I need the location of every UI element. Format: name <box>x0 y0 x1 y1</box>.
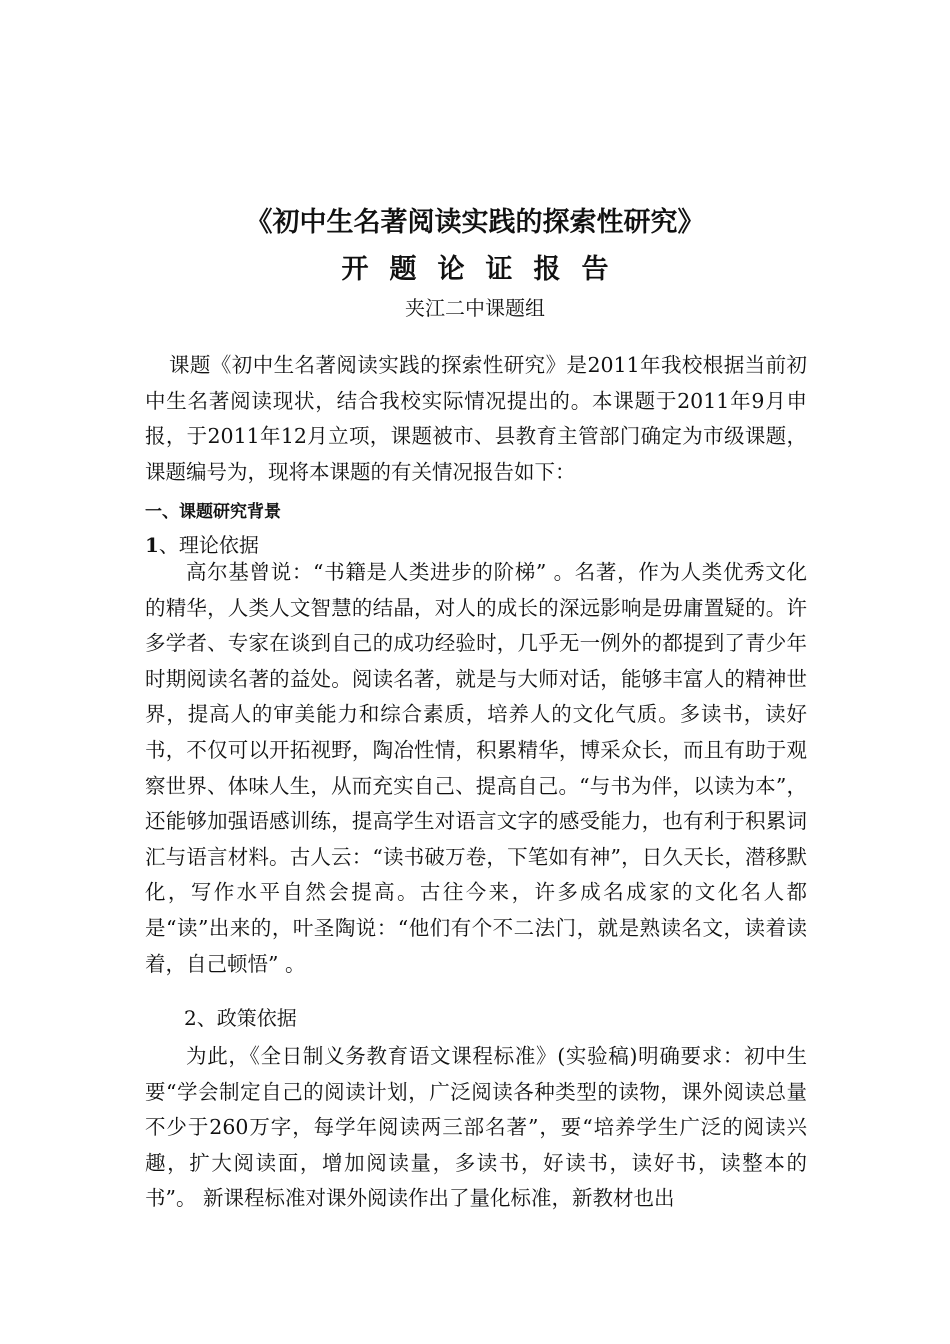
subsection-title: 、理论依据 <box>158 533 259 557</box>
intro-paragraph: 课题《初中生名著阅读实践的探索性研究》是2011年我校根据当前初中生名著阅读现状，结合我校实际情况提出的。本课题于2011年9月申报，于2011年12月立项，课题被市、县教育主管部门确定为市级课题，课题编号为，现将本课题的有关情况报告如下： <box>145 353 807 484</box>
document-title: 《初中生名著阅读实践的探索性研究》 <box>245 207 705 238</box>
subsection-heading-policy: 2、政策依据 <box>184 1006 297 1030</box>
policy-paragraph: 为此，《全日制义务教育语文课程标准》(实验稿)明确要求：初中生要“学会制定自己的阅读计划，广泛阅读各种类型的读物，课外阅读总量不少于260万字，每学年阅读两三部名著”，要“培养学生广泛的阅读兴趣，扩大阅读面，增加阅读量，多读书，好读书，读好书，读整本的书”。 新课程标准对课外阅读作出了量化标准，新教材也出 <box>145 1044 807 1211</box>
document-subtitle: 开题论证报告 <box>341 254 630 285</box>
subsection-number: 1 <box>145 533 159 557</box>
theory-paragraph: 高尔基曾说：“书籍是人类进步的阶梯” 。名著，作为人类优秀文化的精华，人类人文智慧的结晶，对人的成长的深远影响是毋庸置疑的。许多学者、专家在谈到自己的成功经验时，几乎无一例外的都提到了青少年时期阅读名著的益处。阅读名著，就是与大师对话，能够丰富人的精神世界，提高人的审美能力和综合素质，培养人的文化气质。多读书，读好书，不仅可以开拓视野，陶冶性情，积累精华，博采众长，而且有助于观察世界、体味人生，从而充实自己、提高自己。“与书为伴，以读为本”，还能够加强语感训练，提高学生对语言文字的感受能力，也有利于积累词汇与语言材料。古人云：“读书破万卷，下笔如有神”，日久天长，潜移默化，写作水平自然会提高。古往今来，许多成名成家的文化名人都是“读”出来的，叶圣陶说：“他们有个不二法门，就是熟读名文，读着读着，自己顿悟” 。 <box>145 560 807 976</box>
section-heading-background: 一、课题研究背景 <box>145 502 281 522</box>
organization-name: 夹江二中课题组 <box>405 296 545 320</box>
